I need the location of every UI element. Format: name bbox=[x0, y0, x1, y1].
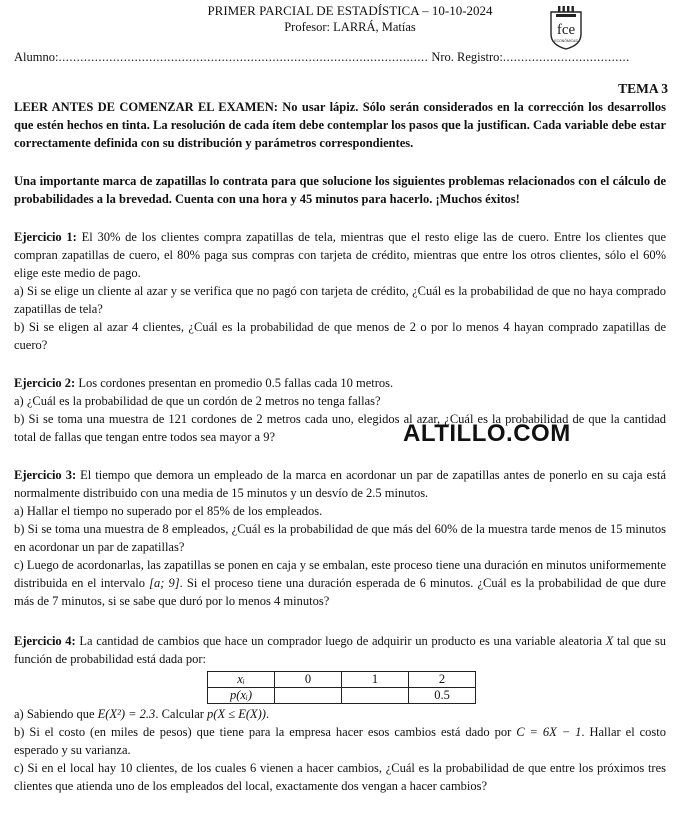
registro-label: Nro. Registro: bbox=[431, 50, 503, 64]
exercise-1-label: Ejercicio 1: bbox=[14, 230, 77, 244]
exam-header bbox=[0, 3, 700, 35]
student-info-line bbox=[14, 50, 630, 65]
table-header-x: xᵢ bbox=[208, 672, 275, 688]
exercise-4-a-part1: a) Sabiendo que bbox=[14, 707, 98, 721]
intro-text: Una importante marca de zapatillas lo contrata para que solucione los siguientes problemas relacionados con el cálculo de probabilidades a la brevedad. Cuenta con una hora y 45 minutos para hacerlo. ¡Muchos éxitos! bbox=[14, 174, 666, 206]
table-row bbox=[208, 672, 476, 688]
exercise-4-b-expr: C = 6X − 1 bbox=[516, 725, 582, 739]
fce-logo-icon bbox=[548, 4, 584, 50]
exercise-2-b: b) Si se toma una muestra de 121 cordones de 2 metros cada uno, elegidos al azar, ¿Cuál es la probabilidad de que la cantidad total de fallas que tengan entre todos sea mayor a 9? bbox=[14, 412, 666, 444]
logo-text: fce bbox=[556, 22, 576, 38]
table-cell: 0.5 bbox=[409, 688, 476, 704]
exercise-4-b-part2: . Hallar el costo esperado y su varianza. bbox=[14, 725, 667, 757]
table-row bbox=[208, 688, 476, 704]
exercise-3-c-part1: c) Luego de acordonarlas, las zapatillas se ponen en caja y se embalan, este proceso tiene una duración en minutos uniformemente distribuida en el intervalo bbox=[14, 558, 666, 590]
exercise-4-variable: X bbox=[605, 634, 614, 648]
exercise-4-a-expr1: E(X²) = 2.3 bbox=[97, 707, 156, 721]
professor-name: Profesor: LARRÁ, Matías bbox=[284, 20, 416, 34]
instructions-lead: LEER ANTES DE COMENZAR EL EXAMEN: bbox=[14, 100, 278, 114]
table-cell: 1 bbox=[342, 672, 409, 688]
table-cell: 2 bbox=[409, 672, 476, 688]
exercise-3-c-interval: [a; 9] bbox=[149, 576, 180, 590]
intro-paragraph bbox=[14, 172, 666, 208]
exercise-2-text: Los cordones presentan en promedio 0.5 fallas cada 10 metros. bbox=[75, 376, 394, 390]
alumno-blank: ...................................................................................................... bbox=[58, 50, 429, 64]
exercise-3-b: b) Si se toma una muestra de 8 empleados, ¿Cuál es la probabilidad de que más del 60% de la muestra tarde menos de 15 minutos en acordonar un par de zapatillas? bbox=[14, 522, 666, 554]
logo-subtext: ECONÓMICAS bbox=[554, 39, 578, 43]
exercise-3-label: Ejercicio 3: bbox=[14, 468, 77, 482]
exercise-4 bbox=[14, 632, 666, 668]
probability-table bbox=[207, 671, 476, 704]
exam-title: PRIMER PARCIAL DE ESTADÍSTICA – 10-10-2024 bbox=[207, 3, 493, 18]
exercise-4-a-expr2: p(X ≤ E(X)) bbox=[207, 707, 266, 721]
exercise-4-b-part1: b) Si el costo (en miles de pesos) que tiene para la empresa hacer esos cambios está dado por bbox=[14, 725, 517, 739]
exercise-4-a-part3: . bbox=[265, 707, 270, 721]
exercise-1-text: El 30% de los clientes compra zapatillas de tela, mientras que el resto elige las de cuero. Entre los clientes que compran zapatillas de cuero, el 80% paga sus compras con tarjeta de crédito, mientras que entre los otros clientes, sólo el 60% elige este medio de pago. bbox=[14, 230, 666, 280]
table-cell: 0 bbox=[275, 672, 342, 688]
exercise-2-a: a) ¿Cuál es la probabilidad de que un cordón de 2 metros no tenga fallas? bbox=[14, 394, 381, 408]
exercise-3-c-part2: . Si el proceso tiene una duración esperada de 6 minutos. ¿Cuál es la probabilidad de que dure más de 7 minutos, si se sabe que duró por lo menos 4 minutos? bbox=[14, 576, 666, 608]
tema-label: TEMA 3 bbox=[618, 81, 668, 96]
exercise-3-a: a) Hallar el tiempo no superado por el 85% de los empleados. bbox=[14, 504, 323, 518]
table-cell bbox=[275, 688, 342, 704]
exercise-1-b: b) Si se eligen al azar 4 clientes, ¿Cuál es la probabilidad de que menos de 2 o por lo menos 4 hayan comprado zapatillas de cuero? bbox=[14, 320, 666, 352]
exercise-1 bbox=[14, 228, 666, 354]
exercise-3-text: El tiempo que demora un empleado de la marca en acordonar un par de zapatillas antes de ponerlo en su caja está normalmente distribuido con una media de 15 minutos y un desvío de 2.5 minutos. bbox=[14, 468, 666, 500]
exercise-4-label: Ejercicio 4: bbox=[14, 634, 76, 648]
registro-blank: ................................... bbox=[502, 50, 630, 64]
exercise-4-c: c) Si en el local hay 10 clientes, de los cuales 6 vienen a hacer cambios, ¿Cuál es la probabilidad de que entre los próximos tres clientes que atienda uno de los empleados del local, exactamente dos vengan a hacer cambios? bbox=[14, 761, 666, 793]
instructions bbox=[14, 98, 666, 152]
exercise-2-label: Ejercicio 2: bbox=[14, 376, 76, 390]
exercise-4-text-part2: tal que su función de probabilidad está dada por: bbox=[14, 634, 667, 666]
alumno-label: Alumno: bbox=[14, 50, 59, 64]
altillo-watermark: ALTILLO.COM bbox=[403, 420, 571, 447]
instructions-text: No usar lápiz. Sólo serán considerados en la corrección los desarrollos que estén hechos en tinta. La resolución de cada ítem debe contemplar los pasos que la justifican. Cada variable debe estar correctamente definida con su distribución y parámetros correspondientes. bbox=[14, 100, 667, 150]
exercise-4-a-part2: . Calcular bbox=[155, 707, 208, 721]
exercise-1-a: a) Si se elige un cliente al azar y se verifica que no pagó con tarjeta de crédito, ¿Cuál es la probabilidad de que no haya comprado zapatillas de tela? bbox=[14, 284, 666, 316]
exercise-4-text-part1: La cantidad de cambios que hace un comprador luego de adquirir un producto es una variable aleatoria bbox=[75, 634, 606, 648]
table-header-p: p(xᵢ) bbox=[208, 688, 275, 704]
table-cell bbox=[342, 688, 409, 704]
exercise-4-items bbox=[14, 705, 666, 795]
exercise-3 bbox=[14, 466, 666, 610]
